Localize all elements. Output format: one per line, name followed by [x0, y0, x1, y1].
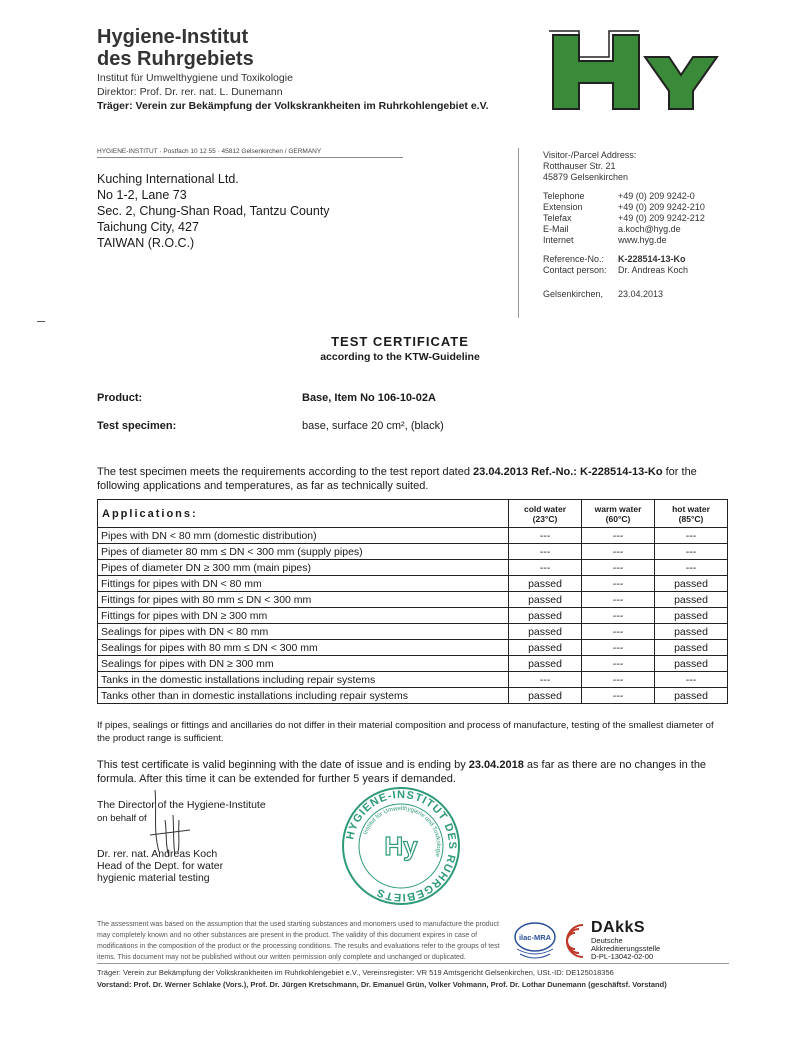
cold-water-cell: passed	[509, 640, 582, 656]
ilac-mra-logo-icon	[512, 919, 558, 963]
hot-water-cell: passed	[655, 640, 728, 656]
specimen-value: base, surface 20 cm², (black)	[302, 420, 444, 432]
application-cell: Fittings for pipes with DN ≥ 300 mm	[98, 608, 509, 624]
cold-water-cell: ---	[509, 560, 582, 576]
signer-role2: hygienic material testing	[97, 872, 210, 884]
application-cell: Tanks other than in domestic installations including repair systems	[98, 688, 509, 704]
warm-water-cell: ---	[582, 528, 655, 544]
seal-inner-text: Institut für Umwelthygiene und Toxikologie	[362, 805, 442, 858]
contact-value: +49 (0) 209 9242-210	[618, 202, 705, 212]
application-cell: Sealings for pipes with DN < 80 mm	[98, 624, 509, 640]
hot-water-cell: passed	[655, 576, 728, 592]
institute-name	[97, 26, 254, 70]
recipient-address	[97, 171, 330, 251]
footer-traeger: Träger: Verein zur Bekämpfung der Volkskrankheiten im Ruhrkohlengebiet e.V., Vereinsregister: VR 519 Amtsgericht Gelsenkirchen, USt.-ID: DE125018356	[97, 968, 614, 977]
contact-person-value: Dr. Andreas Koch	[618, 265, 689, 275]
dakks-arc-icon	[565, 921, 587, 961]
institute-name-line1: Hygiene-Institut	[97, 26, 249, 48]
dakks-sub	[591, 937, 660, 961]
contact-row	[543, 213, 705, 224]
warm-water-cell: ---	[582, 544, 655, 560]
warm-water-cell: ---	[582, 656, 655, 672]
contact-value: +49 (0) 209 9242-0	[618, 191, 695, 201]
institute-traeger: Träger: Verein zur Bekämpfung der Volkskrankheiten im Ruhrkohlengebiet e.V.	[97, 100, 489, 112]
visitor-city: 45879 Gelsenkirchen	[543, 172, 629, 182]
dakks-sub2: Akkreditierungsstelle	[591, 944, 661, 953]
table-row	[98, 576, 728, 592]
contact-website[interactable]: www.hyg.de	[618, 235, 667, 245]
cold-water-cell: ---	[509, 672, 582, 688]
contact-row	[543, 235, 705, 246]
certificate-title: TEST CERTIFICATE	[331, 334, 469, 349]
seal-ring-text: HYGIENE-INSTITUT DES RUHRGEBIETS	[344, 788, 459, 904]
intro-paragraph	[97, 465, 727, 493]
recipient-line: TAIWAN (R.O.C.)	[97, 236, 195, 250]
hy-logo-icon	[545, 27, 735, 117]
application-cell: Pipes with DN < 80 mm (domestic distribution)	[98, 528, 509, 544]
table-row	[98, 640, 728, 656]
hot-water-header	[655, 500, 728, 528]
validity-text: This test certificate is valid beginning with the date of issue and is ending by	[97, 759, 469, 771]
table-row	[98, 656, 728, 672]
warm-water-label: warm water	[594, 503, 642, 514]
hot-water-cell: ---	[655, 544, 728, 560]
applications-table	[97, 499, 728, 704]
hot-water-cell: passed	[655, 656, 728, 672]
intro-text-end: for the following applications and temperatures, as far as technically suited.	[97, 466, 697, 492]
cold-water-cell: passed	[509, 576, 582, 592]
hot-water-cell: passed	[655, 688, 728, 704]
cold-water-cell: passed	[509, 608, 582, 624]
table-row	[98, 544, 728, 560]
application-cell: Sealings for pipes with 80 mm ≤ DN < 300 mm	[98, 640, 509, 656]
contact-row	[543, 224, 705, 235]
warm-water-cell: ---	[582, 640, 655, 656]
hot-water-temp: (85°C)	[678, 513, 704, 524]
contact-block	[543, 150, 705, 300]
hot-water-cell: ---	[655, 672, 728, 688]
cold-water-cell: passed	[509, 656, 582, 672]
contact-divider	[518, 148, 519, 318]
sender-line: HYGIENE-INSTITUT · Postfach 10 12 55 · 45812 Gelsenkirchen / GERMANY	[97, 148, 403, 158]
certificate-subtitle: according to the KTW-Guideline	[320, 351, 480, 363]
contact-key: Telephone	[543, 191, 585, 201]
cold-water-header	[509, 500, 582, 528]
hot-water-label: hot water	[672, 503, 710, 514]
contact-row	[543, 191, 705, 202]
table-row	[98, 624, 728, 640]
validity-date: 23.04.2018	[468, 759, 524, 771]
fold-mark	[37, 321, 45, 322]
signer-block	[97, 848, 223, 884]
contact-key: Extension	[543, 202, 583, 212]
signature-line2: on behalf of	[97, 813, 147, 824]
validity-paragraph	[97, 758, 727, 786]
specimen-label: Test specimen:	[97, 420, 177, 432]
table-row	[98, 672, 728, 688]
hy-logo-text: Hy	[640, 87, 642, 88]
cold-water-cell: passed	[509, 688, 582, 704]
visitor-label: Visitor-/Parcel Address:	[543, 150, 637, 160]
ilac-text: ilac-MRA	[518, 933, 552, 942]
recipient-line: Kuching International Ltd.	[97, 172, 239, 186]
contact-key: E-Mail	[543, 224, 569, 234]
table-row	[98, 528, 728, 544]
place-label: Gelsenkirchen,	[543, 289, 604, 299]
contact-row	[543, 202, 705, 213]
visitor-street: Rotthauser Str. 21	[543, 161, 616, 171]
institute-director: Direktor: Prof. Dr. rer. nat. L. Dunemann	[97, 86, 283, 98]
document-date: 23.04.2013	[618, 289, 664, 299]
application-cell: Pipes of diameter 80 mm ≤ DN < 300 mm (supply pipes)	[98, 544, 509, 560]
signer-role1: Head of the Dept. for water	[97, 860, 224, 872]
table-body	[98, 528, 728, 704]
product-value: Base, Item No 106-10-02A	[302, 392, 436, 404]
warm-water-cell: ---	[582, 592, 655, 608]
product-label: Product:	[97, 392, 143, 404]
validity-text-end: as far as there are no changes in the formula. After this time it can be extended for further 5 years if demanded.	[97, 759, 707, 785]
application-cell: Pipes of diameter DN ≥ 300 mm (main pipes)	[98, 560, 509, 576]
recipient-line: No 1-2, Lane 73	[97, 188, 187, 202]
hot-water-cell: passed	[655, 624, 728, 640]
contact-key: Telefax	[543, 213, 572, 223]
table-row	[98, 688, 728, 704]
disclaimer-text: The assessment was based on the assumption that the used starting substances and monomers used to manufacture the product may completely known and no other substances are present in the product. The validity of this document expires in case of modifications in the composition of the product or the processing conditions. The results and evaluations refer to the groups of test items. This document may not be published without our written permission only complete and unchanged or duplicated.	[97, 921, 500, 961]
applications-header: Applications:	[98, 500, 509, 528]
institute-name-line2: des Ruhrgebiets	[97, 48, 254, 70]
hot-water-cell: ---	[655, 528, 728, 544]
intro-text: The test specimen meets the requirements according to the test report dated	[97, 466, 474, 478]
institute-subtitle: Institut für Umwelthygiene und Toxikologie	[97, 72, 293, 84]
smallest-diameter-note: If pipes, sealings or fittings and ancillaries do not differ in their material composition and process of manufacture, testing of the smallest diameter of the product range is sufficient.	[97, 720, 714, 744]
institute-seal-icon	[340, 785, 462, 907]
application-cell: Fittings for pipes with DN < 80 mm	[98, 576, 509, 592]
warm-water-header	[582, 500, 655, 528]
table-row	[98, 608, 728, 624]
cold-water-temp: (23°C)	[532, 513, 558, 524]
application-cell: Sealings for pipes with DN ≥ 300 mm	[98, 656, 509, 672]
recipient-line: Taichung City, 427	[97, 220, 199, 234]
table-header-row	[98, 500, 728, 528]
reference-value: K-228514-13-Ko	[618, 254, 686, 264]
hot-water-cell: passed	[655, 592, 728, 608]
contact-email[interactable]: a.koch@hyg.de	[618, 224, 681, 234]
cold-water-cell: ---	[509, 528, 582, 544]
signature-line1: The Director of the Hygiene-Institute	[97, 799, 266, 811]
warm-water-cell: ---	[582, 672, 655, 688]
reference-label: Reference-No.:	[543, 254, 605, 264]
warm-water-cell: ---	[582, 688, 655, 704]
footer-vorstand: Vorstand: Prof. Dr. Werner Schlake (Vors.), Prof. Dr. Jürgen Kretschmann, Dr. Emanuel Grün, Volker Vohmann, Prof. Dr. Lothar Dunemann (geschäftsf. Vorstand)	[97, 980, 667, 989]
contact-key: Internet	[543, 235, 574, 245]
warm-water-cell: ---	[582, 608, 655, 624]
cold-water-cell: passed	[509, 592, 582, 608]
contact-person-label: Contact person:	[543, 265, 607, 275]
dakks-sub1: Deutsche	[591, 936, 623, 945]
recipient-line: Sec. 2, Chung-Shan Road, Tantzu County	[97, 204, 330, 218]
hot-water-cell: passed	[655, 608, 728, 624]
hot-water-cell: ---	[655, 560, 728, 576]
contact-value: +49 (0) 209 9242-212	[618, 213, 705, 223]
application-cell: Tanks in the domestic installations including repair systems	[98, 672, 509, 688]
dakks-text: DAkkS	[591, 919, 646, 936]
table-row	[98, 560, 728, 576]
warm-water-cell: ---	[582, 576, 655, 592]
warm-water-temp: (60°C)	[605, 513, 631, 524]
application-cell: Fittings for pipes with 80 mm ≤ DN < 300 mm	[98, 592, 509, 608]
intro-ref: 23.04.2013 Ref.-No.: K-228514-13-Ko	[473, 466, 663, 478]
cold-water-cell: ---	[509, 544, 582, 560]
cold-water-label: cold water	[523, 503, 567, 514]
warm-water-cell: ---	[582, 560, 655, 576]
table-row	[98, 592, 728, 608]
signer-name: Dr. rer. nat. Andreas Koch	[97, 848, 218, 860]
dakks-logo	[565, 919, 735, 963]
dakks-id: D-PL-13042-02-00	[591, 952, 654, 961]
footer-divider	[97, 963, 729, 964]
warm-water-cell: ---	[582, 624, 655, 640]
cold-water-cell: passed	[509, 624, 582, 640]
seal-center-text: Hy	[384, 831, 418, 861]
